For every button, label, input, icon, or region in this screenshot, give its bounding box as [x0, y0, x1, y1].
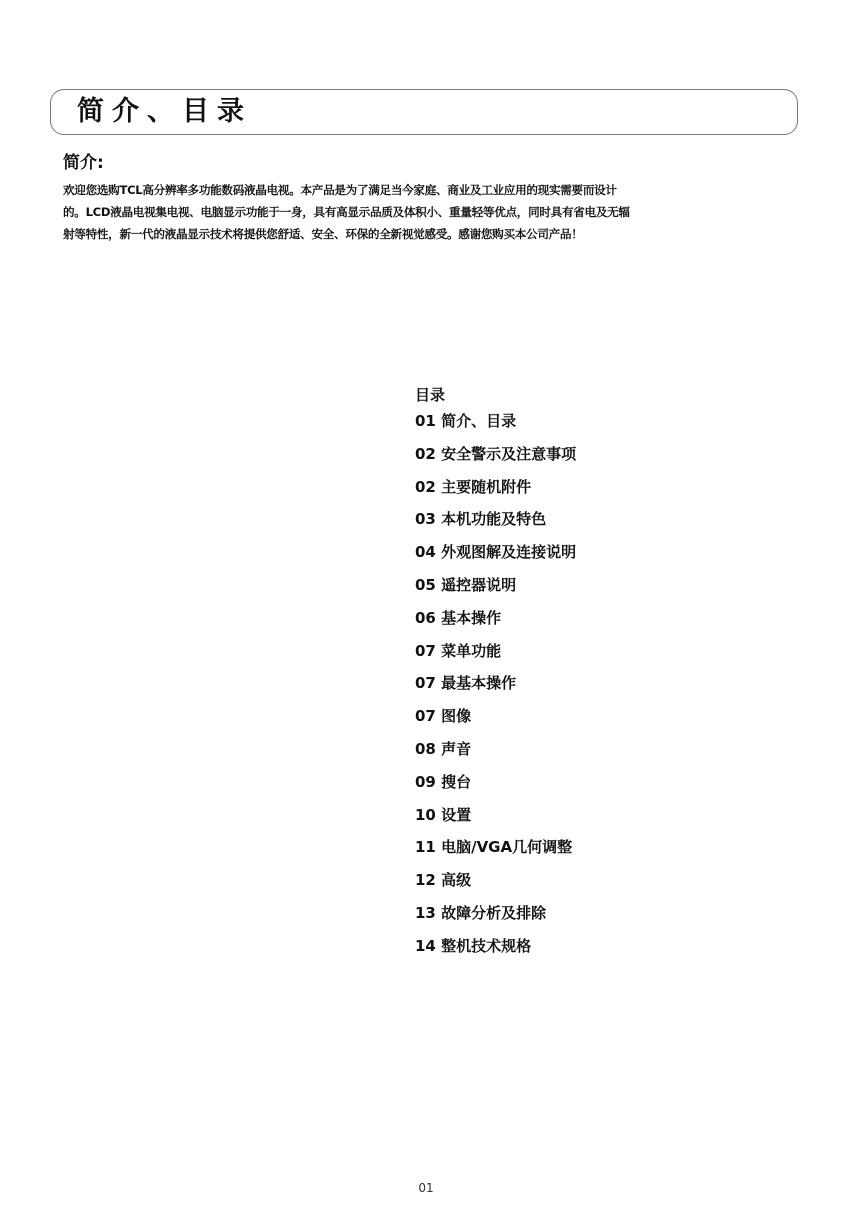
page-title: 简介、目录 [77, 96, 252, 127]
toc-item: 14 整机技术规格 [415, 936, 532, 955]
toc-item: 11 电脑/VGA几何调整 [415, 838, 573, 857]
toc-item: 08 声音 [415, 739, 472, 758]
intro-line: 欢迎您选购TCL高分辨率多功能数码液晶电视。本产品是为了满足当今家庭、商业及工业应用的现实需要而设计 [63, 183, 617, 197]
toc-item: 03 本机功能及特色 [415, 510, 547, 529]
toc-item: 02 主要随机附件 [415, 477, 532, 496]
toc-item: 05 遥控器说明 [415, 575, 517, 594]
toc-item: 12 高级 [415, 871, 472, 890]
page-number: 01 [418, 1181, 434, 1195]
intro-line: 射等特性，新一代的液晶显示技术将提供您舒适、安全、环保的全新视觉感受。感谢您购买本公司产品！ [63, 227, 583, 241]
section-title-box [50, 89, 798, 135]
toc-item: 07 最基本操作 [415, 674, 517, 693]
table-of-contents [415, 385, 775, 968]
toc-item: 04 外观图解及连接说明 [415, 543, 577, 562]
intro-paragraph [63, 179, 783, 245]
toc-heading: 目录 [415, 386, 446, 404]
intro-heading: 简介: [63, 153, 104, 173]
toc-item: 01 简介、目录 [415, 412, 517, 430]
toc-item: 10 设置 [415, 805, 472, 824]
toc-item: 07 菜单功能 [415, 641, 502, 660]
toc-item: 13 故障分析及排除 [415, 903, 547, 922]
toc-item: 02 安全警示及注意事项 [415, 444, 577, 463]
toc-item: 07 图像 [415, 707, 472, 726]
toc-item: 09 搜台 [415, 772, 472, 791]
toc-list [415, 410, 775, 968]
intro-line: 的。LCD液晶电视集电视、电脑显示功能于一身，具有高显示品质及体积小、重量轻等优点，同时具有省电及无辐 [63, 205, 630, 219]
toc-item: 06 基本操作 [415, 608, 502, 627]
